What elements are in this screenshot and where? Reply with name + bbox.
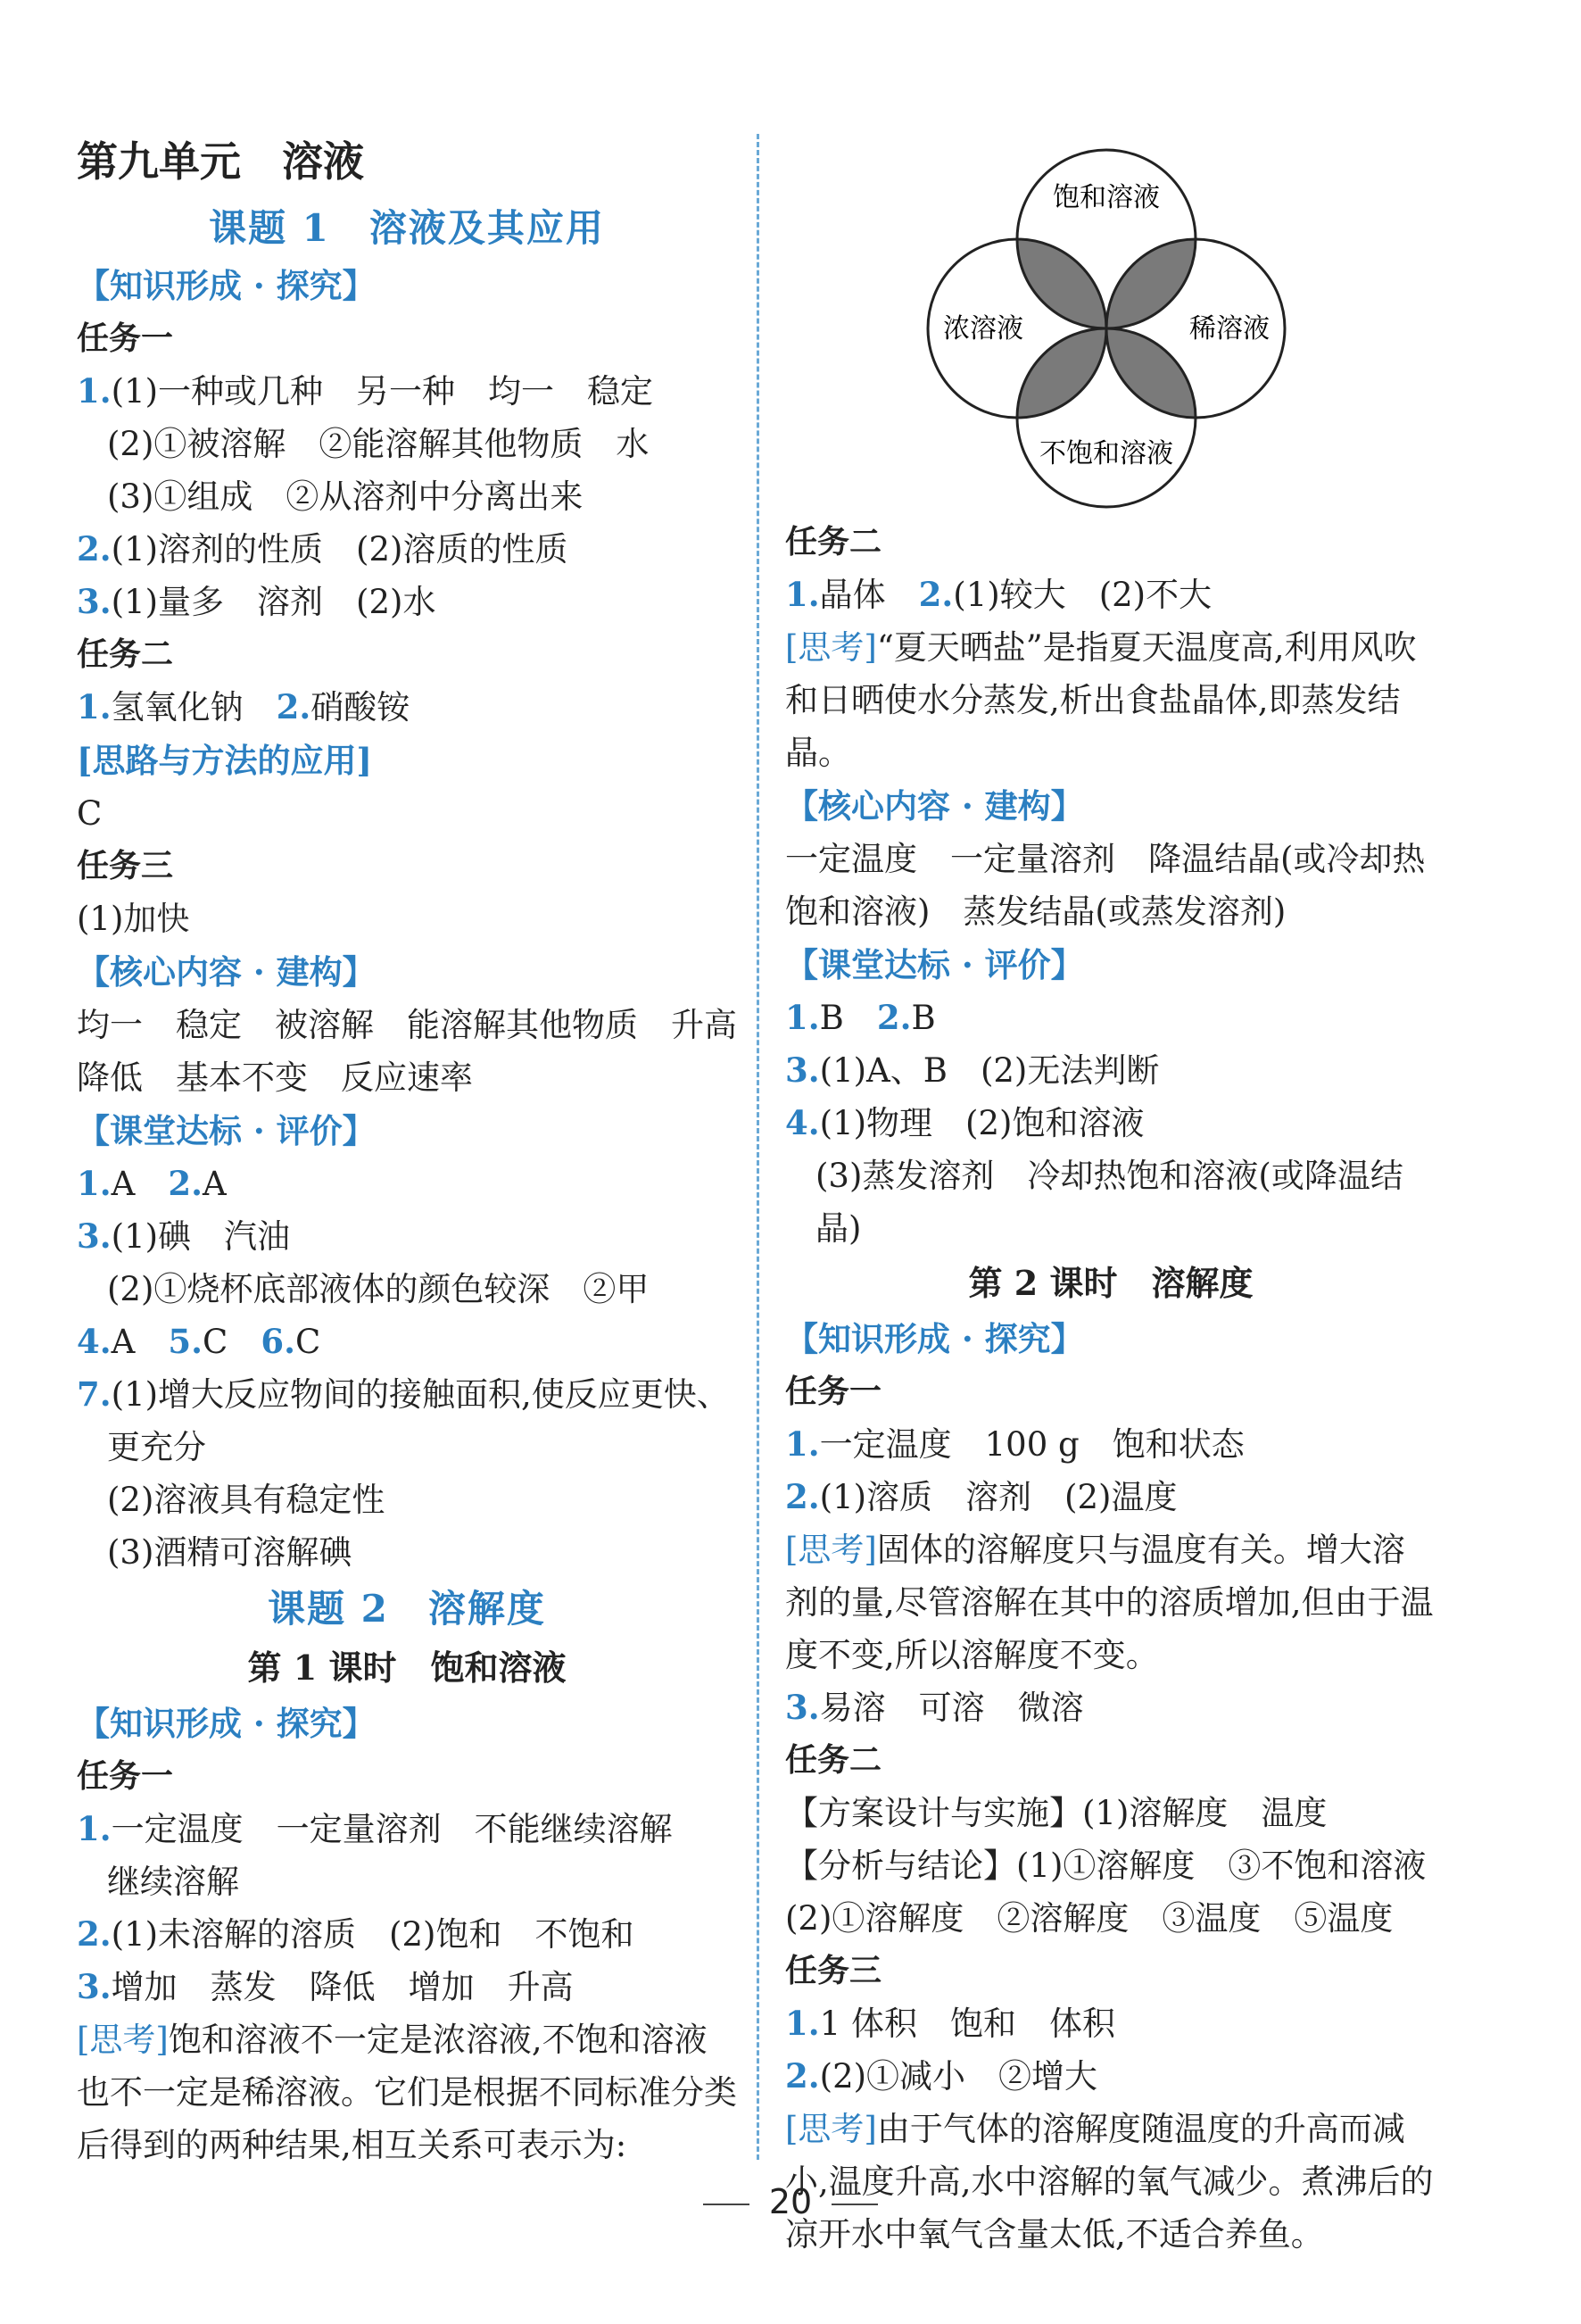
venn-diagram: [919, 141, 1294, 516]
task-heading: 任务一: [77, 320, 174, 357]
section-explore: 【知识形成 · 探究】: [77, 266, 376, 305]
answer-paragraph: 1.一定温度 一定量溶剂 不能继续溶解 继续溶解: [77, 1809, 706, 1901]
answer-line: 【方案设计与实施】(1)溶解度 温度: [785, 1794, 1328, 1832]
section-eval: 【课堂达标 · 评价】: [77, 1111, 376, 1150]
task-heading: 任务二: [77, 635, 174, 673]
section-core: 【核心内容 · 建构】: [77, 952, 376, 992]
label-concentrated: 浓溶液: [943, 313, 1023, 344]
answer-line: 1.(1)一种或几种 另一种 均一 稳定: [77, 371, 654, 411]
think-paragraph: [思考]固体的溶解度只与温度有关。增大溶剂的量,尽管溶解在其中的溶质增加,但由于温度不变,所以溶解度不变。: [785, 1531, 1434, 1674]
section-explore: 【知识形成 · 探究】: [77, 1704, 376, 1743]
task-heading: 任务三: [77, 847, 174, 884]
section-core: 【核心内容 · 建构】: [785, 786, 1084, 826]
answer-line: 1.晶体 2.(1)较大 (2)不大: [785, 575, 1213, 614]
answer-line: 3.易溶 可溶 微溶: [785, 1688, 1084, 1727]
unit-title: 第九单元 溶液: [77, 137, 364, 186]
think-tag: [思考]: [77, 2021, 169, 2059]
answer-line: 2.(1)溶剂的性质 (2)溶质的性质: [77, 529, 568, 569]
task-heading: 任务二: [785, 1741, 882, 1779]
answer-paragraph: 7.(1)增大反应物间的接触面积,使反应更快、更充分: [77, 1374, 730, 1466]
think-tag: [思考]: [785, 1531, 877, 1569]
page-number: 20: [0, 2182, 1581, 2221]
period1-title: 第 1 课时 饱和溶液: [247, 1648, 567, 1688]
answer-line: 1.A 2.A: [77, 1164, 227, 1203]
lesson1-title: 课题 1 溶液及其应用: [209, 206, 605, 250]
answer-paragraph: 一定温度 一定量溶剂 降温结晶(或冷却热饱和溶液) 蒸发结晶(或蒸发溶剂): [785, 840, 1426, 931]
answer-line: 1.一定温度 100 g 饱和状态: [785, 1424, 1245, 1464]
think-paragraph: [思考]“夏天晒盐”是指夏天温度高,利用风吹和日晒使水分蒸发,析出食盐晶体,即蒸发结晶。: [785, 628, 1417, 772]
label-dilute: 稀溶液: [1189, 313, 1270, 344]
dash-left: [703, 2204, 749, 2205]
answer-line: 4.A 5.C 6.C: [77, 1322, 321, 1361]
circle-unsaturated: [1017, 328, 1196, 507]
answer-line: 4.(1)物理 (2)饱和溶液: [785, 1103, 1145, 1142]
section-explore: 【知识形成 · 探究】: [785, 1319, 1084, 1358]
answer-line: 2.(2)①减小 ②增大: [785, 2056, 1098, 2096]
answer-line: 1.氢氧化钠 2.硝酸铵: [77, 687, 410, 726]
right-column: [785, 134, 1436, 2261]
answer-line: 2.(1)溶质 溶剂 (2)温度: [785, 1477, 1178, 1516]
dash-right: [832, 2204, 878, 2205]
section-method: [思路与方法的应用]: [77, 741, 373, 780]
answer-line: (1)加快: [77, 900, 190, 938]
answer-line: C: [77, 794, 103, 833]
think-tag: [思考]: [785, 628, 877, 667]
think-paragraph: [思考]由于气体的溶解度随温度的升高而减小,温度升高,水中溶解的氧气减少。煮沸后的凉开水中氧气含量太低,不适合养鱼。: [785, 2110, 1434, 2253]
answer-paragraph: 均一 稳定 被溶解 能溶解其他物质 升高 降低 基本不变 反应速率: [77, 1006, 770, 1097]
left-column: [77, 125, 770, 2171]
answer-line: (3)①组成 ②从溶剂中分离出来: [107, 477, 584, 516]
think-paragraph: [思考]饱和溶液不一定是浓溶液,不饱和溶液也不一定是稀溶液。它们是根据不同标准分类后得到的两种结果,相互关系可表示为:: [77, 2021, 737, 2164]
answer-line: 3.(1)量多 溶剂 (2)水: [77, 582, 436, 621]
answer-line: 【分析与结论】(1)①溶解度 ③不饱和溶液: [785, 1847, 1427, 1885]
answer-line: (2)①烧杯底部液体的颜色较深 ②甲: [107, 1270, 650, 1308]
think-tag: [思考]: [785, 2110, 877, 2148]
answer-line: 3.(1)碘 汽油: [77, 1216, 291, 1256]
period2-title: 第 2 课时 溶解度: [968, 1263, 1254, 1303]
task-heading: 任务一: [77, 1757, 174, 1795]
task-heading: 任务一: [785, 1373, 882, 1410]
lesson2-title: 课题 2 溶解度: [268, 1587, 546, 1631]
answer-line: 1.1 体积 饱和 体积: [785, 2004, 1115, 2043]
label-saturated: 饱和溶液: [1053, 182, 1160, 213]
answer-line: (2)①溶解度 ②溶解度 ③温度 ⑤温度: [785, 1899, 1394, 1938]
answer-line: (3)酒精可溶解碘: [107, 1533, 352, 1572]
answer-line: (2)溶液具有稳定性: [107, 1481, 385, 1519]
task-heading: 任务三: [785, 1952, 882, 1989]
answer-line: 3.增加 蒸发 降低 增加 升高: [77, 1967, 574, 2006]
label-unsaturated: 不饱和溶液: [1039, 438, 1173, 469]
circle-saturated: [1017, 150, 1196, 328]
answer-line: 2.(1)未溶解的溶质 (2)饱和 不饱和: [77, 1914, 634, 1954]
answer-line: 3.(1)A、B (2)无法判断: [785, 1050, 1160, 1090]
task-heading: 任务二: [785, 523, 882, 560]
answer-line: (2)①被溶解 ②能溶解其他物质 水: [107, 425, 650, 463]
column-divider: [757, 134, 759, 2160]
section-eval: 【课堂达标 · 评价】: [785, 945, 1084, 984]
answer-line: 1.B 2.B: [785, 998, 936, 1037]
answer-paragraph: (3)蒸发溶剂 冷却热饱和溶液(或降温结晶): [815, 1157, 1403, 1248]
